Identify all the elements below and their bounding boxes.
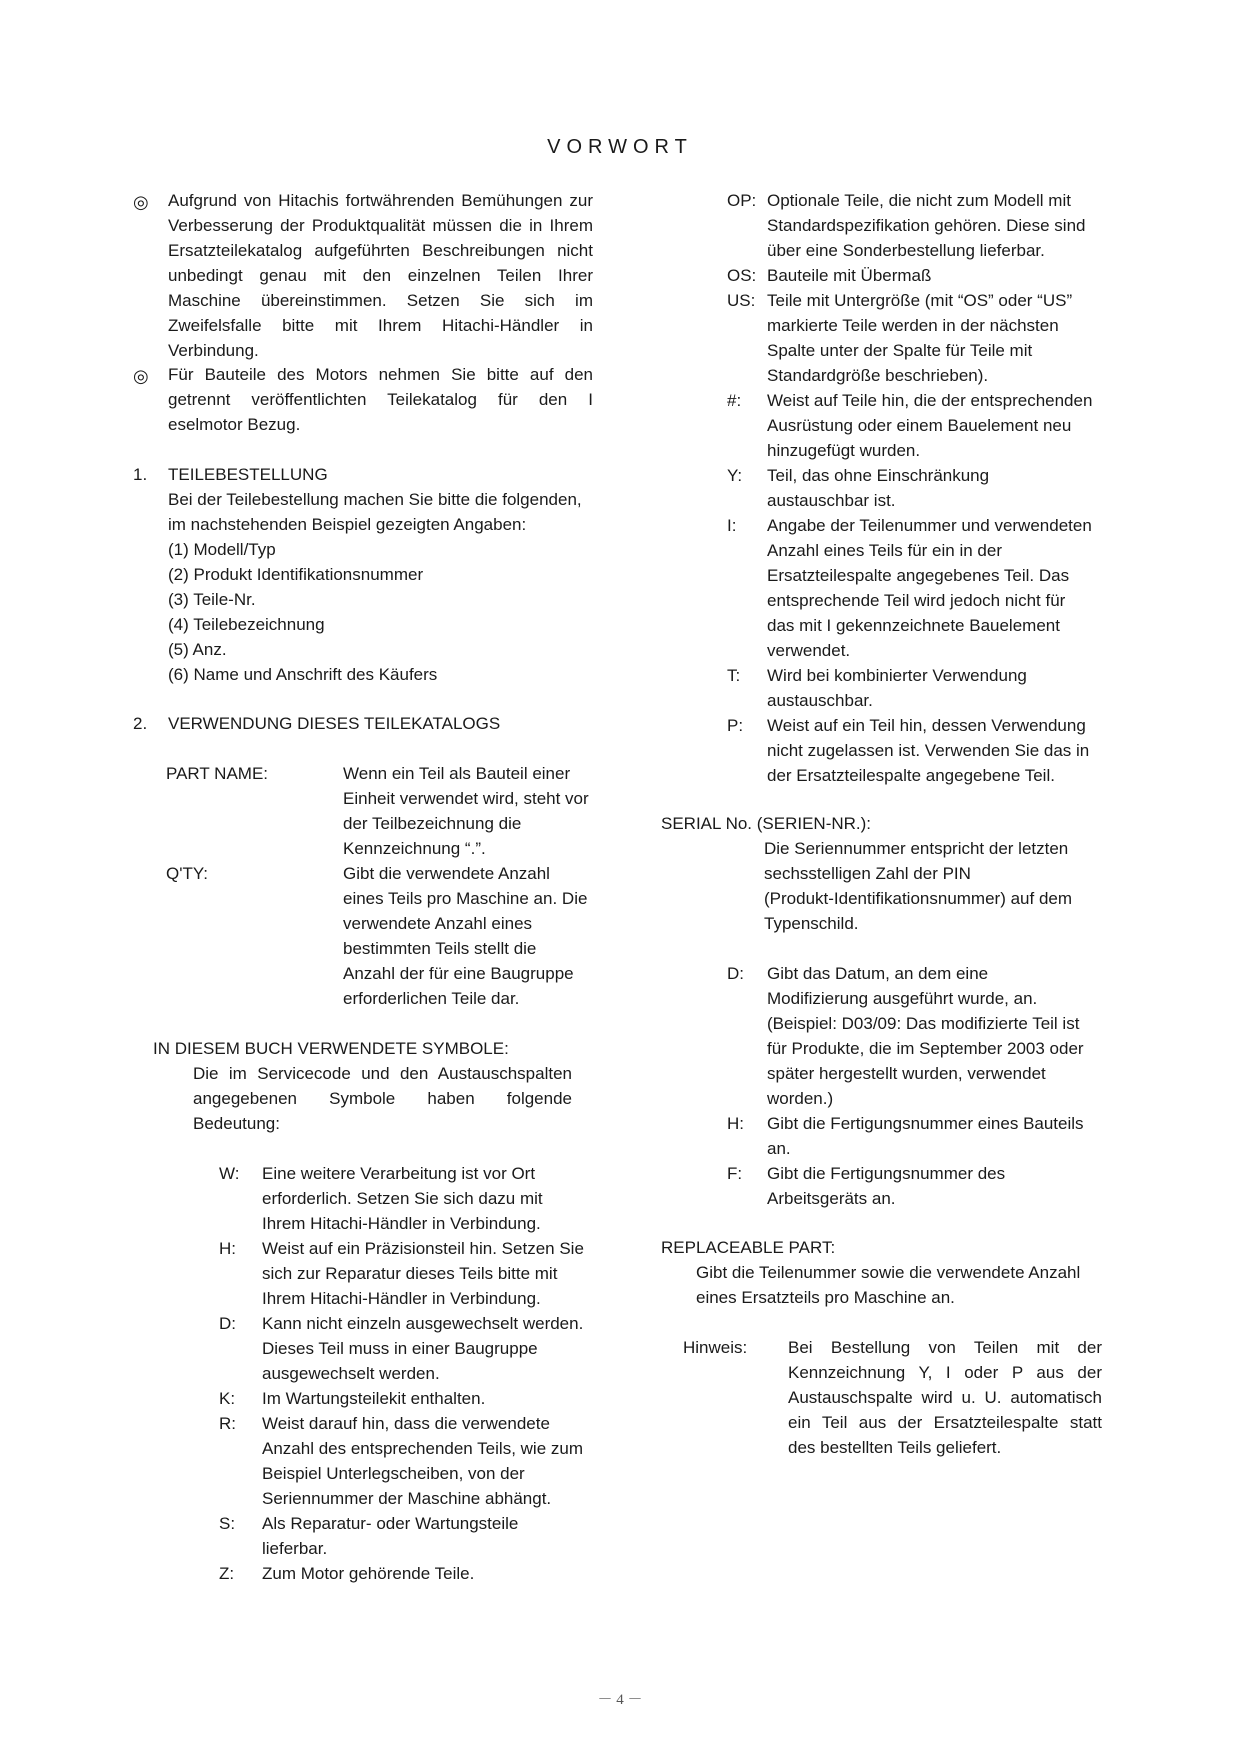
symbols-intro: Die im Servicecode und den Austauschspalten <box>193 1064 572 1083</box>
note-desc: Bei Bestellung von Teilen mit der <box>788 1338 1102 1357</box>
symbol-key: D: <box>219 1314 236 1333</box>
section1-line: im nachstehenden Beispiel gezeigten Angaben: <box>168 515 527 534</box>
code-desc: nicht zugelassen ist. Verwenden Sie das in <box>767 741 1090 760</box>
section1-line: TEILEBESTELLUNG <box>168 465 328 484</box>
bullet-icon: ◎ <box>133 366 149 386</box>
part-name-desc: Einheit verwendet wird, steht vor <box>343 789 589 808</box>
intro-line: getrennt veröffentlichten Teilekatalog für den I <box>168 390 593 409</box>
symbol-desc: Weist darauf hin, dass die verwendete <box>262 1414 550 1433</box>
symbol-desc: ausgewechselt werden. <box>262 1364 440 1383</box>
serial-desc: Die Seriennummer entspricht der letzten <box>764 839 1069 858</box>
code-desc: Teile mit Untergröße (mit “OS” oder “US” <box>767 291 1073 310</box>
symbol-desc: Beispiel Unterlegscheiben, von der <box>262 1464 525 1483</box>
qty-desc: Gibt die verwendete Anzahl <box>343 864 550 883</box>
symbol-desc: Anzahl des entsprechenden Teils, wie zum <box>262 1439 583 1458</box>
part-name-label: PART NAME: <box>166 764 269 783</box>
code-desc: der Ersatzteilespalte angegebene Teil. <box>767 766 1055 785</box>
serial-desc: sechsstelligen Zahl der PIN <box>764 864 971 883</box>
code-desc: Standardspezifikation gehören. Diese sind <box>767 216 1086 235</box>
section1-line: (4) Teilebezeichnung <box>168 615 325 634</box>
code-desc: Anzahl eines Teils für ein in der <box>767 541 1002 560</box>
note-desc: ein Teil aus der Ersatzteilespalte statt <box>788 1413 1102 1432</box>
bullet-icon: ◎ <box>133 192 149 212</box>
intro-line: Für Bauteile des Motors nehmen Sie bitte auf den <box>168 365 593 384</box>
page-number: － 4 － <box>597 1692 643 1708</box>
code-desc: Gibt das Datum, an dem eine <box>767 964 989 983</box>
intro-line: eselmotor Bezug. <box>168 415 301 434</box>
page-title: VORWORT <box>547 136 693 158</box>
symbol-desc: Kann nicht einzeln ausgewechselt werden. <box>262 1314 584 1333</box>
qty-desc: verwendete Anzahl eines <box>343 914 533 933</box>
symbol-desc: Eine weitere Verarbeitung ist vor Ort <box>262 1164 536 1183</box>
symbol-key: W: <box>219 1164 240 1183</box>
section2-title: VERWENDUNG DIESES TEILEKATALOGS <box>168 714 501 733</box>
code-desc: Modifizierung ausgeführt wurde, an. <box>767 989 1038 1008</box>
code-desc: für Produkte, die im September 2003 oder <box>767 1039 1084 1058</box>
serial-desc: (Produkt-Identifikationsnummer) auf dem <box>764 889 1073 908</box>
code-desc: markierte Teile werden in der nächsten <box>767 316 1059 335</box>
section-number: 1. <box>133 465 148 484</box>
section1-line: (2) Produkt Identifikationsnummer <box>168 565 424 584</box>
code-key: I: <box>727 516 737 535</box>
code-key: F: <box>727 1164 743 1183</box>
code-desc: an. <box>767 1139 791 1158</box>
code-desc: Weist auf Teile hin, die der entsprechenden <box>767 391 1093 410</box>
code-key: #: <box>727 391 742 410</box>
note-label: Hinweis: <box>683 1338 748 1357</box>
symbols-intro: angegebenen Symbole haben folgende <box>193 1089 572 1108</box>
code-desc: Wird bei kombinierter Verwendung <box>767 666 1027 685</box>
code-key: P: <box>727 716 744 735</box>
replaceable-heading: REPLACEABLE PART: <box>661 1238 836 1257</box>
code-desc: austauschbar ist. <box>767 491 896 510</box>
code-desc: austauschbar. <box>767 691 873 710</box>
part-name-desc: der Teilbezeichnung die <box>343 814 522 833</box>
symbol-desc: Ihrem Hitachi-Händler in Verbindung. <box>262 1289 541 1308</box>
note-desc: Austauschspalte wird u. U. automatisch <box>788 1388 1102 1407</box>
code-desc: Angabe der Teilenummer und verwendeten <box>767 516 1092 535</box>
section1-line: (1) Modell/Typ <box>168 540 276 559</box>
intro-line: Ersatzteilekatalog aufgeführten Beschreibungen nicht <box>168 241 593 260</box>
replaceable-desc: eines Ersatzteils pro Maschine an. <box>696 1288 955 1307</box>
code-key: T: <box>727 666 741 685</box>
code-desc: hinzugefügt wurden. <box>767 441 921 460</box>
symbol-desc: Weist auf ein Präzisionsteil hin. Setzen Sie <box>262 1239 584 1258</box>
code-desc: Bauteile mit Übermaß <box>767 266 932 285</box>
symbol-key: Z: <box>219 1564 235 1583</box>
code-desc: später hergestellt wurden, verwendet <box>767 1064 1046 1083</box>
intro-line: Verbesserung der Produktqualität müssen die in Ihrem <box>168 216 593 235</box>
serial-desc: Typenschild. <box>764 914 859 933</box>
code-key: OP: <box>727 191 757 210</box>
symbols-intro: Bedeutung: <box>193 1114 280 1133</box>
symbol-desc: erforderlich. Setzen Sie sich dazu mit <box>262 1189 543 1208</box>
symbol-desc: Zum Motor gehörende Teile. <box>262 1564 475 1583</box>
code-desc: Gibt die Fertigungsnummer des <box>767 1164 1006 1183</box>
code-desc: Spalte unter der Spalte für Teile mit <box>767 341 1033 360</box>
symbol-desc: lieferbar. <box>262 1539 328 1558</box>
symbol-desc: Als Reparatur- oder Wartungsteile <box>262 1514 519 1533</box>
code-desc: entsprechende Teil wird jedoch nicht für <box>767 591 1066 610</box>
code-desc: Teil, das ohne Einschränkung <box>767 466 990 485</box>
code-desc: Weist auf ein Teil hin, dessen Verwendung <box>767 716 1086 735</box>
symbols-heading: IN DIESEM BUCH VERWENDETE SYMBOLE: <box>153 1039 509 1058</box>
symbol-key: K: <box>219 1389 236 1408</box>
code-key: D: <box>727 964 744 983</box>
section1-line: (5) Anz. <box>168 640 227 659</box>
code-desc: das mit I gekennzeichnete Bauelement <box>767 616 1060 635</box>
code-key: Y: <box>727 466 743 485</box>
symbol-desc: Seriennummer der Maschine abhängt. <box>262 1489 552 1508</box>
note-desc: des bestellten Teils geliefert. <box>788 1438 1002 1457</box>
code-key: OS: <box>727 266 757 285</box>
qty-desc: Anzahl der für eine Baugruppe <box>343 964 574 983</box>
code-desc: Optionale Teile, die nicht zum Modell mit <box>767 191 1071 210</box>
intro-line: Maschine übereinstimmen. Setzen Sie sich im <box>168 291 593 310</box>
intro-line: Zweifelsfalle bitte mit Ihrem Hitachi-Händler in <box>168 316 593 335</box>
note-desc: Kennzeichnung Y, I oder P aus der <box>788 1363 1102 1382</box>
intro-line: Aufgrund von Hitachis fortwährenden Bemühungen zur <box>168 191 593 210</box>
section-number: 2. <box>133 714 148 733</box>
symbol-key: H: <box>219 1239 236 1258</box>
intro-line: Verbindung. <box>168 341 259 360</box>
code-desc: worden.) <box>767 1089 834 1108</box>
qty-label: Q'TY: <box>166 864 208 883</box>
code-desc: Gibt die Fertigungsnummer eines Bauteils <box>767 1114 1084 1133</box>
code-desc: Ersatzteilespalte angegebenes Teil. Das <box>767 566 1070 585</box>
symbol-desc: sich zur Reparatur dieses Teils bitte mit <box>262 1264 558 1283</box>
qty-desc: eines Teils pro Maschine an. Die <box>343 889 588 908</box>
part-name-desc: Wenn ein Teil als Bauteil einer <box>343 764 571 783</box>
replaceable-desc: Gibt die Teilenummer sowie die verwendete Anzahl <box>696 1263 1081 1282</box>
qty-desc: bestimmten Teils stellt die <box>343 939 537 958</box>
symbol-key: R: <box>219 1414 236 1433</box>
part-name-desc: Kennzeichnung “.”. <box>343 839 486 858</box>
code-desc: verwendet. <box>767 641 851 660</box>
symbol-desc: Im Wartungsteilekit enthalten. <box>262 1389 486 1408</box>
section1-line: Bei der Teilebestellung machen Sie bitte die folgenden, <box>168 490 582 509</box>
section1-line: (3) Teile-Nr. <box>168 590 256 609</box>
code-key: US: <box>727 291 756 310</box>
section1-line: (6) Name und Anschrift des Käufers <box>168 665 438 684</box>
intro-line: unbedingt genau mit den einzelnen Teilen Ihrer <box>168 266 593 285</box>
symbol-key: S: <box>219 1514 236 1533</box>
code-desc: über eine Sonderbestellung lieferbar. <box>767 241 1045 260</box>
code-desc: Arbeitsgeräts an. <box>767 1189 896 1208</box>
code-key: H: <box>727 1114 744 1133</box>
code-desc: Ausrüstung oder einem Bauelement neu <box>767 416 1072 435</box>
serial-heading: SERIAL No. (SERIEN-NR.): <box>661 814 872 833</box>
symbol-desc: Ihrem Hitachi-Händler in Verbindung. <box>262 1214 541 1233</box>
code-desc: Standardgröße beschrieben). <box>767 366 989 385</box>
qty-desc: erforderlichen Teile dar. <box>343 989 520 1008</box>
symbol-desc: Dieses Teil muss in einer Baugruppe <box>262 1339 538 1358</box>
code-desc: (Beispiel: D03/09: Das modifizierte Teil ist <box>767 1014 1080 1033</box>
